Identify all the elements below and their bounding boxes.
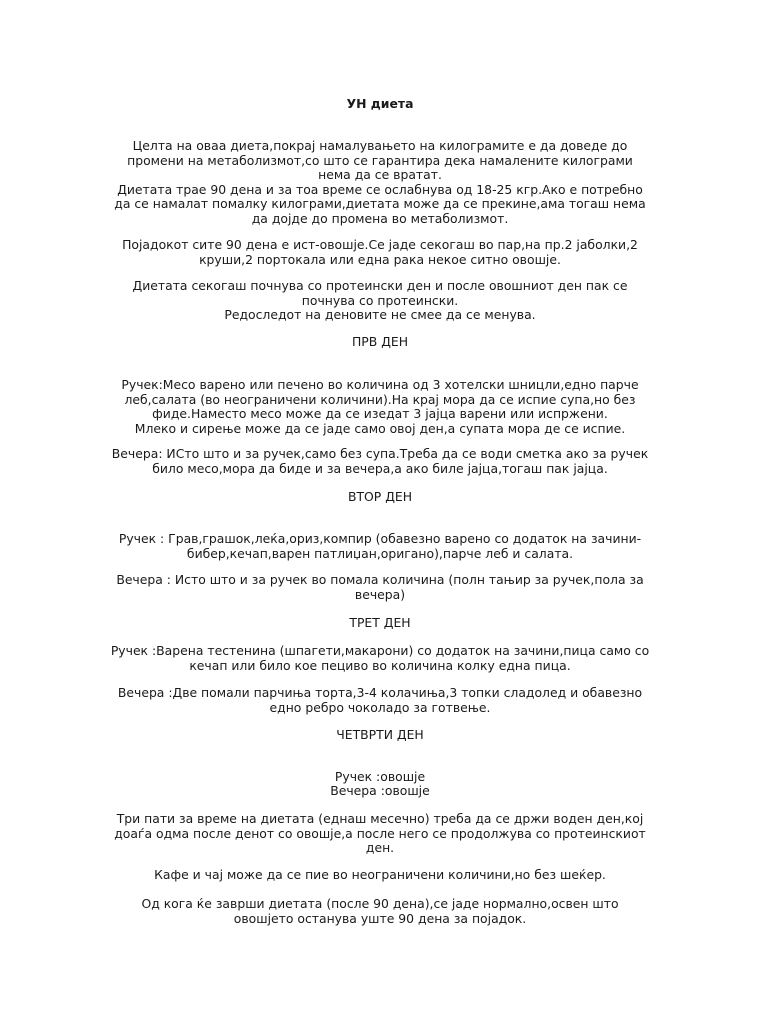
ending-text: Од кога ќе заврши диетата (после 90 дена),се јаде нормално,освен што овошјето останува уште 90 дена за појадок. (141, 896, 619, 926)
day1-dinner (110, 447, 650, 476)
day1-heading: ПРВ ДЕН (351, 334, 409, 349)
water-day-text: Три пати за време на диетата (еднаш месечно) треба да се држи воден ден,кој доаѓа одма после денот со овошје,а после него се продолжува со протеинскиот ден. (114, 811, 646, 856)
intro-paragraph (110, 139, 650, 227)
intro-text: Целта на оваа диета,покрај намалувањето на килограмите е да доведе до промени на метаболизмот,со што се гарантира дека намалените килограми нема да се вратат. Диетата трае 90 дена и за тоа време се ослабнува од 18-25 кгр.Ако е потребно да се намалат помалку килограми,диетата може да се прекине,ама тогаш нема да дојде до промена во метаболизмот. (114, 138, 646, 226)
water-day-paragraph (110, 812, 650, 856)
day4-heading: ЧЕТВРТИ ДЕН (336, 727, 424, 742)
day4-dinner: Вечера :овошје (330, 783, 430, 798)
day3-dinner (110, 686, 650, 715)
breakfast-text: Појадокот сите 90 дена е ист-овошје.Се јаде секогаш во пар,на пр.2 јаболки,2 круши,2 портокала или една рака некое ситно овошје. (122, 237, 638, 267)
day2-heading: ВТОР ДЕН (347, 489, 413, 504)
day3-lunch (110, 644, 650, 673)
ending-paragraph (110, 897, 650, 926)
order-rule-paragraph (110, 279, 650, 323)
day3-dinner-text: Вечера :Две помали парчиња торта,3-4 колачиња,3 топки сладолед и обавезно едно ребро чоколадо за готвење. (117, 685, 643, 715)
day1-lunch-text: Ручек:Месо варено или печено во количина од 3 хотелски шницли,едно парче леб,салата (во неограничени количини).На крај мора да се испие супа,но без фиде.Наместо месо може да се изедат 3 јајца варени или испржени. Млеко и сирење може да се јаде само овој ден,а супата мора де се испие. (121, 377, 639, 436)
document-title: УН диета (346, 96, 414, 111)
day4-lunch: Ручек :овошје (334, 769, 426, 784)
breakfast-paragraph (110, 238, 650, 267)
drinks-text: Кафе и чај може да се пие во неограничени количини,но без шеќер. (154, 867, 606, 882)
day2-dinner-text: Вечера : Исто што и за ручек во помала количина (полн тањир за ручек,пола за вечера) (116, 572, 644, 602)
order-rule-text: Диетата секогаш почнува со протеински ден и после овошниот ден пак се почнува со протеински. Редоследот на деновите не смее да се менува. (132, 278, 628, 323)
drinks-paragraph (110, 868, 650, 883)
day1-dinner-text: Вечера: ИСто што и за ручек,само без супа.Треба да се води сметка ако за ручек било месо,мора да биде и за вечера,а ако биле јајца,тогаш пак јајца. (111, 446, 649, 476)
day3-lunch-text: Ручек :Варена тестенина (шпагети,макарони) со додаток на зачини,пица само со кечап или било кое пециво во количина колку една пица. (110, 643, 650, 673)
day1-lunch (110, 378, 650, 436)
day3-heading: ТРЕТ ДЕН (349, 615, 411, 630)
day2-lunch (110, 532, 650, 561)
day2-dinner (110, 573, 650, 602)
day2-lunch-text: Ручек : Грав,грашок,леќа,ориз,компир (обавезно варено со додаток на зачини-бибер,кечап,варен патлиџан,оригано),парче леб и салата. (118, 531, 642, 561)
